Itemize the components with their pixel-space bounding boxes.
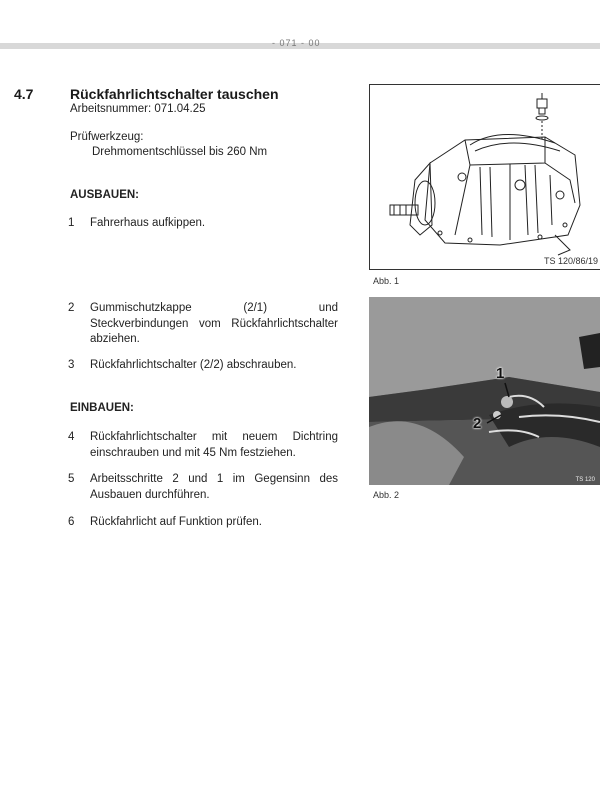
step-text: Rückfahrlichtschalter (2/2) abschrauben.	[90, 359, 297, 371]
step-number: 6	[68, 516, 75, 528]
figure-1-gearbox-drawing	[369, 84, 600, 270]
job-number: Arbeitsnummer: 071.04.25	[70, 103, 206, 115]
tools-item: Drehmomentschlüssel bis 260 Nm	[92, 146, 268, 158]
step-text: Rückfahrlicht auf Funktion prüfen.	[90, 516, 262, 528]
step-5	[68, 472, 338, 503]
engine-bay-photo	[369, 297, 600, 485]
step-text: Fahrerhaus aufkippen.	[90, 217, 206, 229]
installation-heading: EINBAUEN:	[70, 402, 134, 414]
step-4	[68, 430, 338, 461]
figure-1-code: TS 120/86/19	[543, 256, 598, 266]
figure-1-caption: Abb. 1	[373, 276, 400, 286]
removal-heading: AUSBAUEN:	[70, 189, 139, 201]
step-text: Arbeitsschritte 2 und 1 im Gegensinn des Ausbauen durchführen.	[90, 473, 338, 501]
step-text: Gummischutzkappe (2/1) und Steckverbindungen vom Rückfahrlichtschalter abziehen.	[90, 302, 338, 345]
gearbox-illustration	[370, 85, 600, 271]
step-1	[68, 216, 338, 232]
step-number: 4	[68, 431, 75, 443]
step-2	[68, 301, 338, 348]
figure-2-caption: Abb. 2	[373, 490, 400, 500]
step-number: 1	[68, 217, 75, 229]
step-6	[68, 515, 338, 531]
section-number: 4.7	[14, 86, 34, 102]
step-number: 2	[68, 302, 75, 314]
step-number: 5	[68, 473, 75, 485]
step-text: Rückfahrlichtschalter mit neuem Dichtring einschrauben und mit 45 Nm festziehen.	[90, 431, 338, 459]
step-3	[68, 358, 338, 374]
step-number: 3	[68, 359, 75, 371]
callout-1: 1	[496, 365, 505, 382]
callout-2: 2	[473, 415, 482, 432]
tools-label: Prüfwerkzeug:	[70, 131, 144, 143]
figure-2-photo	[369, 297, 600, 485]
page-mark: - 071 - 00	[272, 38, 321, 48]
section-title: Rückfahrlichtschalter tauschen	[70, 86, 279, 102]
figure-2-code: TS 120	[575, 477, 595, 483]
